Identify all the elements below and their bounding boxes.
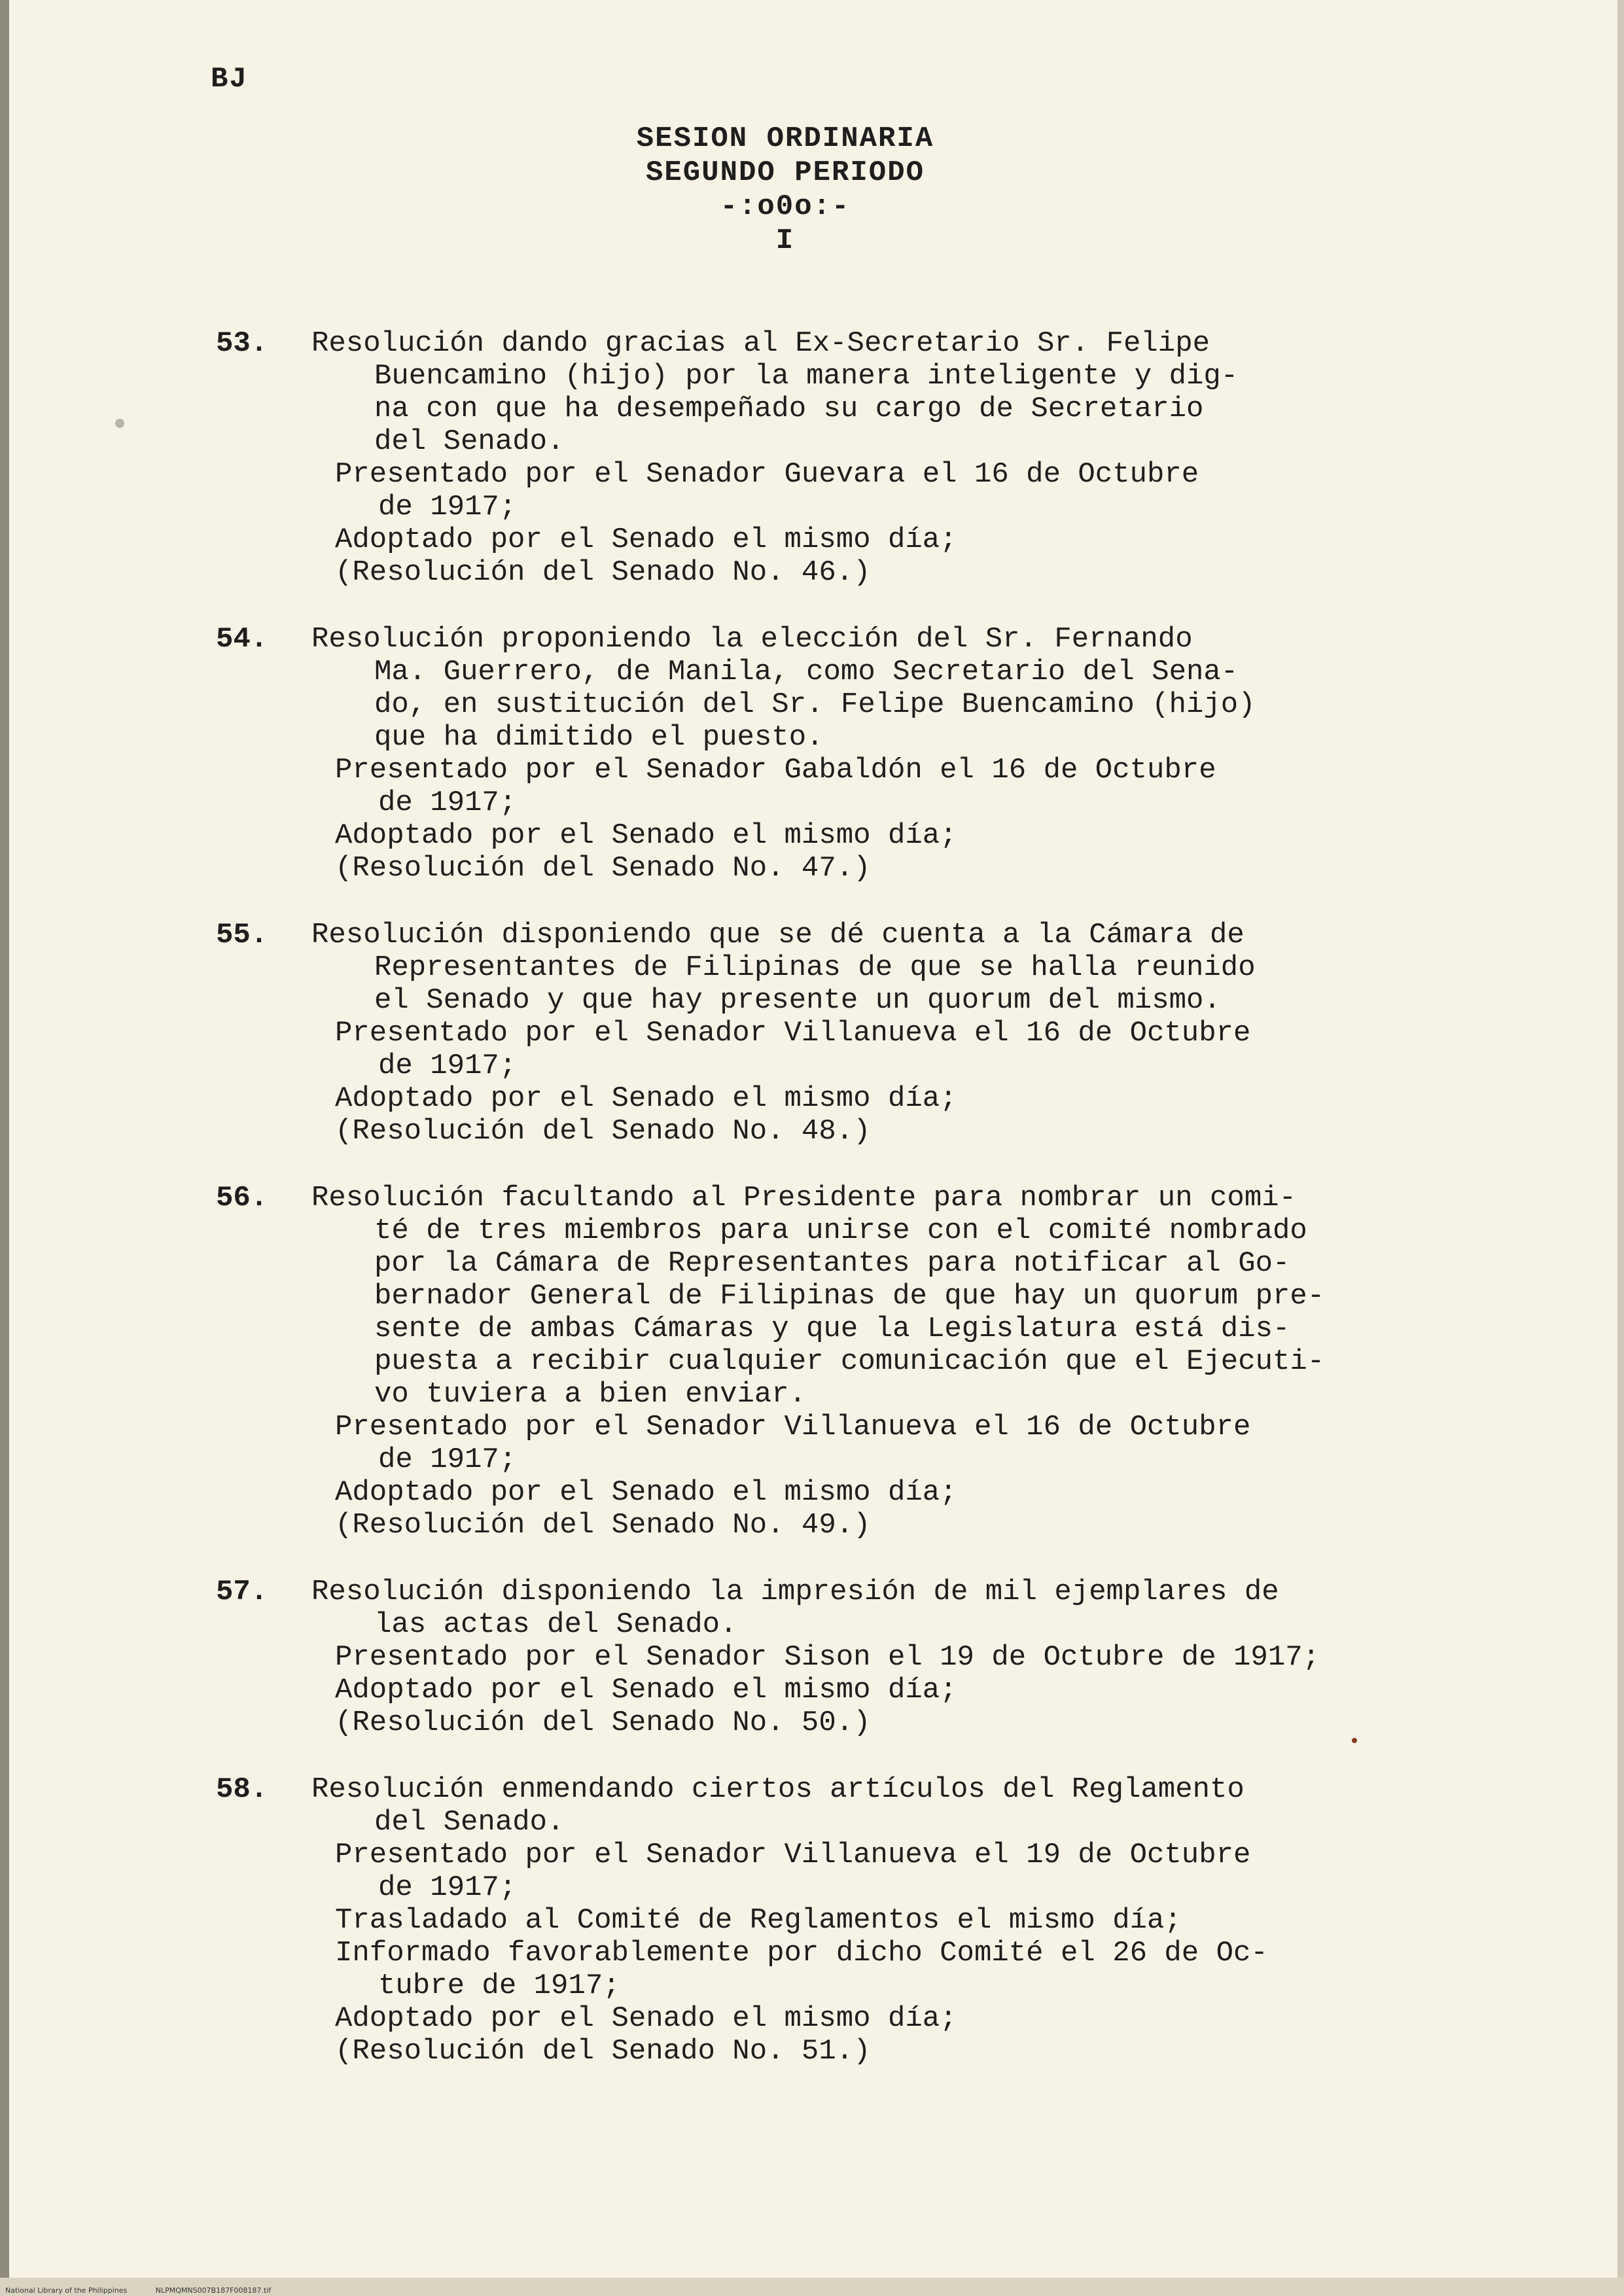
file-id: NLPMQMNS007B187F008187.tif (155, 2286, 272, 2295)
resolution-number: 55. (216, 919, 268, 951)
resolution-entry (216, 1576, 1518, 1739)
resolution-entry (216, 327, 1518, 589)
resolution-title-line: del Senado. (374, 1806, 565, 1839)
resolution-title-line: que ha dimitido el puesto. (374, 721, 824, 754)
resolution-title-line: na con que ha desempeñado su cargo de Secretario (374, 393, 1204, 425)
resolution-number: 53. (216, 327, 268, 360)
resolution-title-line: Buencamino (hijo) por la manera inteligente y dig- (374, 360, 1239, 393)
resolution-step-line: Presentado por el Senador Guevara el 16 de Octubre (335, 458, 1199, 491)
resolution-step-line: Presentado por el Senador Villanueva el 16 de Octubre (335, 1411, 1251, 1443)
resolution-title-line: vo tuviera a bien enviar. (374, 1378, 807, 1411)
resolution-entry (216, 623, 1518, 885)
corner-mark: BJ (211, 63, 248, 96)
header-line-3: -:o0o:- (720, 190, 851, 223)
resolution-step-line: Informado favorablemente por dicho Comité el 26 de Oc- (335, 1937, 1268, 1969)
resolution-step-line: Adoptado por el Senado el mismo día; (335, 1674, 957, 1706)
scan-edge-right (1617, 0, 1624, 2296)
resolution-title-line: por la Cámara de Representantes para notificar al Go- (374, 1247, 1290, 1280)
scan-credit (5, 2286, 297, 2295)
resolution-title (216, 327, 1518, 458)
resolution-title-line: del Senado. (374, 425, 565, 458)
resolution-step-line: Adoptado por el Senado el mismo día; (335, 523, 957, 556)
resolution-title-line: té de tres miembros para unirse con el comité nombrado (374, 1214, 1307, 1247)
resolution-step-line: Adoptado por el Senado el mismo día; (335, 2002, 957, 2035)
resolution-title-line: Resolución dando gracias al Ex-Secretario Sr. Felipe (311, 327, 1210, 360)
resolution-title-line: Resolución proponiendo la elección del Sr. Fernando (311, 623, 1193, 656)
resolution-entry (216, 919, 1518, 1148)
resolution-step-line: de 1917; (378, 1443, 517, 1476)
resolution-title (216, 919, 1518, 1017)
header-line-4: I (775, 224, 795, 257)
resolution-entry (216, 1773, 1518, 2068)
resolution-step-line: (Resolución del Senado No. 51.) (335, 2035, 871, 2068)
resolution-title-line: Representantes de Filipinas de que se halla reunido (374, 951, 1256, 984)
resolution-step-line: de 1917; (378, 1871, 517, 1904)
resolution-step-line: (Resolución del Senado No. 47.) (335, 852, 871, 885)
session-header (0, 122, 1570, 258)
resolution-title-line: puesta a recibir cualquier comunicación que el Ejecuti- (374, 1345, 1325, 1378)
resolution-step-line: (Resolución del Senado No. 48.) (335, 1115, 871, 1148)
resolution-title-line: Resolución disponiendo la impresión de mil ejemplares de (311, 1576, 1279, 1608)
resolution-title-line: Resolución disponiendo que se dé cuenta a la Cámara de (311, 919, 1244, 951)
resolution-number: 58. (216, 1773, 268, 1806)
resolution-title-line: Ma. Guerrero, de Manila, como Secretario del Sena- (374, 656, 1239, 688)
resolution-title (216, 1576, 1518, 1641)
library-credit: National Library of the Philippines (5, 2286, 128, 2295)
resolution-title (216, 1182, 1518, 1411)
resolution-title-line: bernador General de Filipinas de que hay un quorum pre- (374, 1280, 1325, 1313)
resolution-step-line: de 1917; (378, 1050, 517, 1082)
resolution-entry (216, 1182, 1518, 1542)
resolution-title-line: las actas del Senado. (374, 1608, 737, 1641)
resolution-number: 56. (216, 1182, 268, 1214)
resolution-title-line: el Senado y que hay presente un quorum del mismo. (374, 984, 1221, 1017)
resolution-title (216, 1773, 1518, 1839)
resolution-list (216, 327, 1518, 2102)
resolution-step-line: tubre de 1917; (378, 1969, 620, 2002)
scan-edge-left (0, 0, 9, 2296)
resolution-title-line: Resolución facultando al Presidente para nombrar un comi- (311, 1182, 1297, 1214)
resolution-step-line: Presentado por el Senador Villanueva el 16 de Octubre (335, 1017, 1251, 1050)
header-line-2: SEGUNDO PERIODO (645, 156, 925, 189)
resolution-step-line: de 1917; (378, 786, 517, 819)
resolution-title-line: sente de ambas Cámaras y que la Legislatura está dis- (374, 1313, 1290, 1345)
resolution-step-line: Presentado por el Senador Villanueva el 19 de Octubre (335, 1839, 1251, 1871)
resolution-number: 57. (216, 1576, 268, 1608)
resolution-step-line: de 1917; (378, 491, 517, 523)
resolution-step-line: Adoptado por el Senado el mismo día; (335, 1082, 957, 1115)
resolution-title-line: Resolución enmendando ciertos artículos del Reglamento (311, 1773, 1244, 1806)
resolution-step-line: Presentado por el Senador Sison el 19 de Octubre de 1917; (335, 1641, 1320, 1674)
resolution-number: 54. (216, 623, 268, 656)
resolution-step-line: Trasladado al Comité de Reglamentos el mismo día; (335, 1904, 1182, 1937)
resolution-step-line: Adoptado por el Senado el mismo día; (335, 819, 957, 852)
resolution-step-line: (Resolución del Senado No. 46.) (335, 556, 871, 589)
resolution-title (216, 623, 1518, 754)
paper-stain (115, 419, 124, 428)
resolution-step-line: Presentado por el Senador Gabaldón el 16 de Octubre (335, 754, 1216, 786)
resolution-step-line: (Resolución del Senado No. 49.) (335, 1509, 871, 1542)
resolution-step-line: (Resolución del Senado No. 50.) (335, 1706, 871, 1739)
header-line-1: SESION ORDINARIA (636, 122, 934, 155)
resolution-title-line: do, en sustitución del Sr. Felipe Buencamino (hijo) (374, 688, 1256, 721)
resolution-step-line: Adoptado por el Senado el mismo día; (335, 1476, 957, 1509)
